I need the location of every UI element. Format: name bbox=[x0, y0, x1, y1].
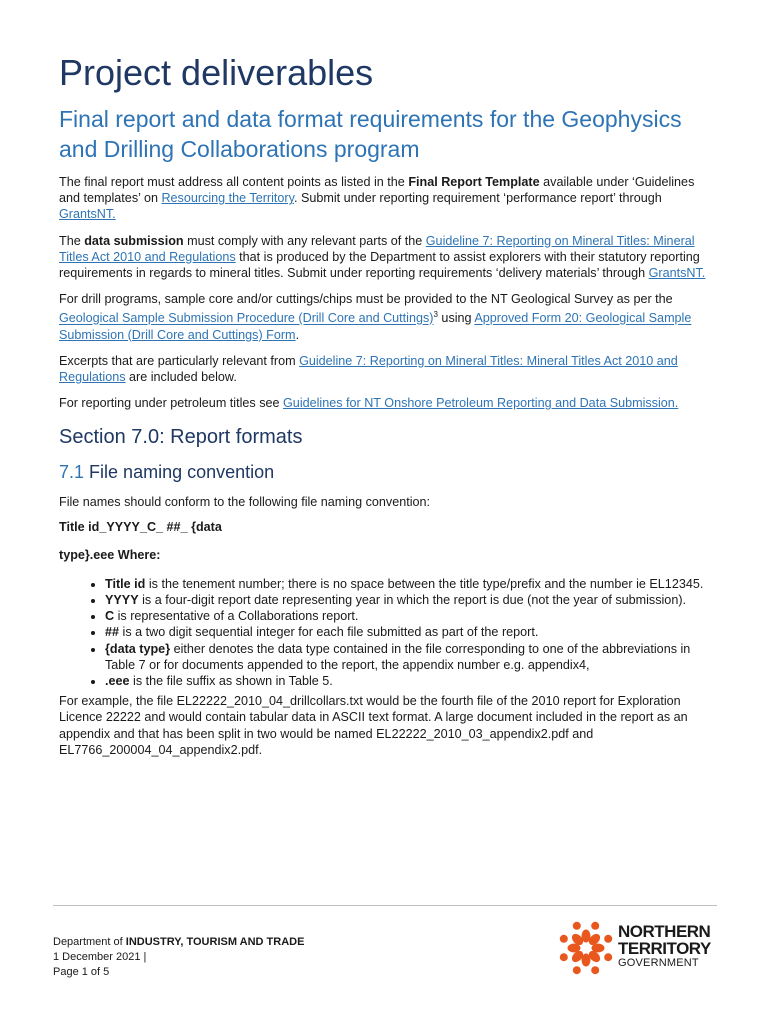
footer-department: Department of INDUSTRY, TOURISM AND TRADE bbox=[53, 936, 305, 948]
page-title: Project deliverables bbox=[59, 52, 374, 93]
link-petroleum-guidelines[interactable]: Guidelines for NT Onshore Petroleum Reporting and Data Submission. bbox=[283, 396, 679, 411]
list-item: • C is representative of a Collaborations report. bbox=[105, 608, 709, 624]
link-approved-form-20[interactable]: Approved Form 20: Geological Sample Submission (Drill Core and Cuttings) Form bbox=[59, 311, 692, 342]
list-item: • ## is a two digit sequential integer for each file submitted as part of the report. bbox=[105, 624, 709, 640]
logo-text-government: GOVERNMENT bbox=[618, 957, 699, 969]
logo-dot bbox=[604, 953, 612, 961]
flower-icon bbox=[556, 918, 616, 978]
logo-dot bbox=[573, 922, 581, 930]
list-item: • Title id is the tenement number; there is no space between the title type/prefix and the number ie EL12345. bbox=[105, 576, 709, 592]
subsection-heading: 7.1 File naming convention bbox=[59, 461, 275, 482]
page-content bbox=[59, 50, 709, 768]
paragraph-excerpts: Excerpts that are particularly relevant from Guideline 7: Reporting on Mineral Titles: Mineral Titles Act 2010 and Regulations are included below. bbox=[59, 354, 678, 385]
example-paragraph: For example, the file EL22222_2010_04_drillcollars.txt would be the fourth file of the 2010 report for Exploration Licence 22222 and would contain tabular data in ASCII text format. A large document included in the report as an appendix and that has been split in two would be named EL22222_2010_03_appendix2.pdf and EL7766_200004_04_appendix2.pdf. bbox=[59, 694, 688, 757]
list-item: • YYYY is a four-digit report date representing year in which the report is due (not the year of submission). bbox=[105, 592, 709, 608]
paragraph-final-report: The final report must address all content points as listed in the Final Report Template available under ‘Guidelines and templates’ on Resourcing the Territory. Submit under reporting requirement ‘performance report’ through GrantsNT. bbox=[59, 175, 695, 222]
paragraph-petroleum: For reporting under petroleum titles see Guidelines for NT Onshore Petroleum Reporting and Data Submission. bbox=[59, 396, 679, 411]
logo-dot bbox=[560, 953, 568, 961]
footer-divider bbox=[53, 905, 717, 906]
link-guideline-7[interactable]: Guideline 7: Reporting on Mineral Titles: Mineral Titles Act 2010 and Regulations bbox=[59, 233, 695, 264]
naming-bullet-list bbox=[59, 576, 709, 689]
paragraph-drill-programs: For drill programs, sample core and/or cuttings/chips must be provided to the NT Geological Survey as per the Geological Sample Submission Procedure (Drill Core and Cuttings)$^3$ using Approved Form 20: Geological Sample Submission (Drill Core and Cuttings) Form. bbox=[59, 292, 692, 342]
footer bbox=[53, 935, 304, 980]
logo-text-northern: NORTHERN bbox=[618, 922, 711, 941]
logo-dot bbox=[604, 935, 612, 943]
link-resourcing-the-territory[interactable]: Resourcing the Territory bbox=[161, 191, 294, 206]
link-sample-submission-procedure[interactable]: Geological Sample Submission Procedure (Drill Core and Cuttings) bbox=[59, 311, 434, 326]
logo-text-territory: TERRITORY bbox=[618, 939, 711, 958]
naming-intro: File names should conform to the following file naming convention: bbox=[59, 494, 431, 509]
logo-dot bbox=[591, 966, 599, 974]
link-grantsnt-2[interactable]: GrantsNT. bbox=[648, 266, 706, 281]
naming-pattern-line-2: type}.eee Where: bbox=[59, 547, 161, 562]
section-heading: Section 7.0: Report formats bbox=[59, 425, 303, 448]
logo-dot bbox=[560, 935, 568, 943]
list-item: • .eee is the file suffix as shown in Table 5. bbox=[105, 673, 709, 689]
paragraph-data-submission: The data submission must comply with any relevant parts of the Guideline 7: Reporting on Mineral Titles: Mineral Titles Act 2010 and Regulations that is produced by the Department to assist explorers with their statutory reporting requirements in regards to mineral titles. Submit under reporting requirements ‘delivery materials’ through GrantsNT. bbox=[59, 233, 706, 281]
link-grantsnt[interactable]: GrantsNT. bbox=[59, 207, 116, 222]
footer-date: 1 December 2021 | bbox=[53, 951, 147, 963]
naming-pattern-line-1: Title id_YYYY_C_ ##_ {data bbox=[59, 519, 222, 534]
page-subtitle: Final report and data format requirements for the Geophysics and Drilling Collaborations program bbox=[59, 106, 682, 162]
logo-dot bbox=[591, 922, 599, 930]
link-guideline-7-2[interactable]: Guideline 7: Reporting on Mineral Titles: Mineral Titles Act 2010 and Regulations bbox=[59, 354, 678, 385]
logo-dot bbox=[573, 966, 581, 974]
nt-government-logo bbox=[556, 918, 721, 978]
list-item: • {data type} either denotes the data type contained in the file corresponding to one of the abbreviations in Table 7 or for documents appended to the report, the appendix number e.g. appendix4, bbox=[105, 641, 709, 673]
footer-page-number: Page 1 of 5 bbox=[53, 966, 110, 978]
